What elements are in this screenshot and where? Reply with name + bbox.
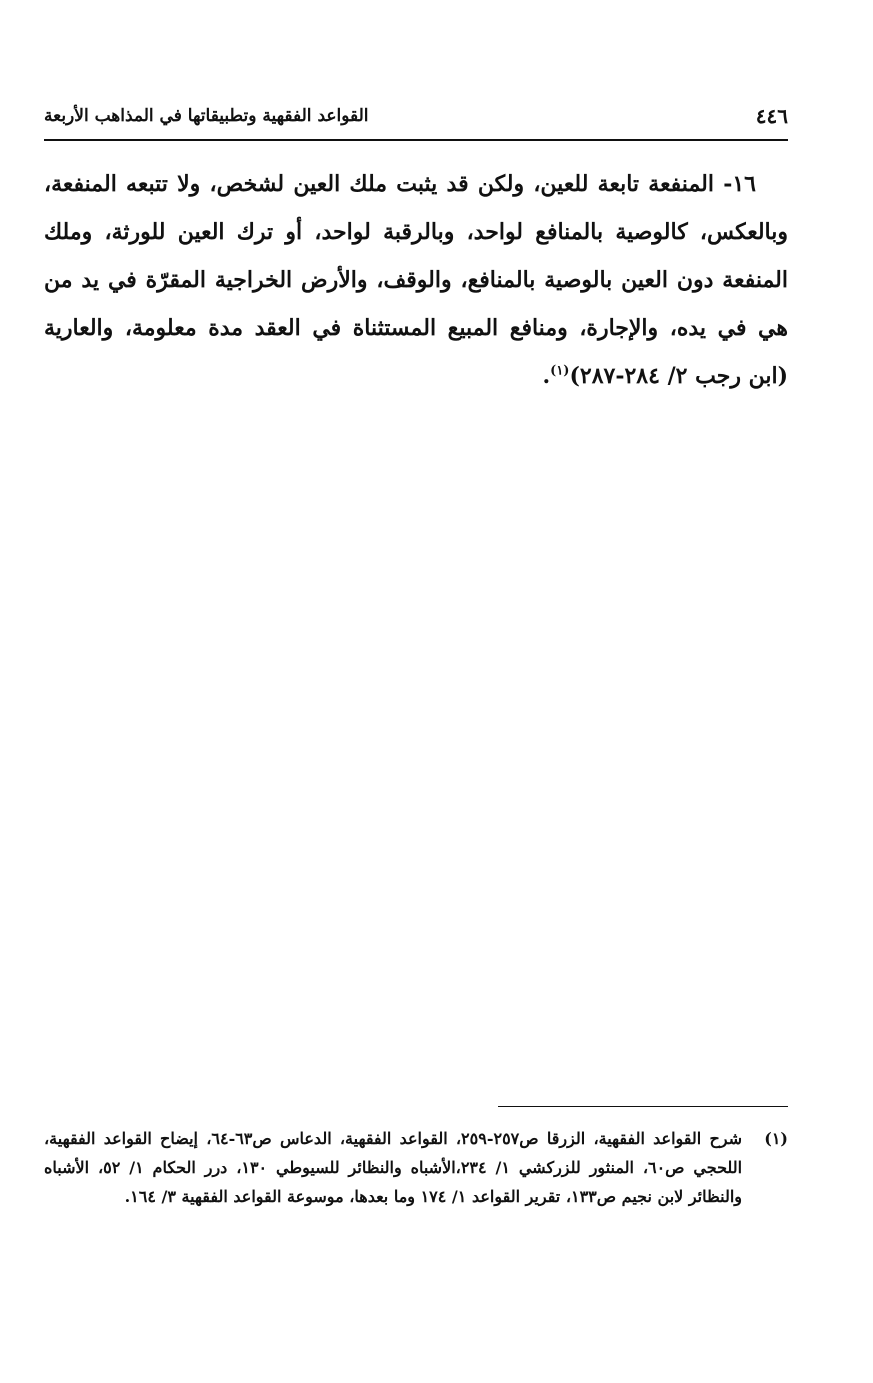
footnote-separator <box>498 1106 788 1107</box>
book-title: القواعد الفقهية وتطبيقاتها في المذاهب الأربعة <box>44 106 369 126</box>
footnote-reference[interactable]: (١) <box>550 363 570 379</box>
footnote-label: (١) <box>764 1129 788 1148</box>
paragraph-end: . <box>542 363 551 389</box>
header-rule <box>44 139 788 141</box>
footnote <box>44 1124 788 1211</box>
running-header <box>44 98 788 138</box>
page-number: ٤٤٦ <box>755 104 788 128</box>
footnote-text: شرح القواعد الفقهية، الزرقا ص٢٥٧-٢٥٩، القواعد الفقهية، الدعاس ص٦٣-٦٤، إيضاح القواعد الفقهية، اللحجي ص٦٠، المنثور للزركشي ١/ ٢٣٤،الأشباه والنظائر للسيوطي ١٣٠، درر الحكام ١/ ٥٢، الأشباه والنظائر لابن نجيم ص١٣٣، تقرير القواعد ١/ ١٧٤ وما بعدها، موسوعة القواعد الفقهية ٣/ ١٦٤. <box>44 1129 743 1206</box>
rule-paragraph <box>44 160 788 400</box>
main-text <box>44 160 788 400</box>
footnotes-section <box>44 1124 788 1211</box>
paragraph-text: ١٦- المنفعة تابعة للعين، ولكن قد يثبت ملك العين لشخص، ولا تتبعه المنفعة، وبالعكس، كالوصية بالمنافع لواحد، وبالرقبة لواحد، أو ترك العين للورثة، وملك المنفعة دون العين بالوصية بالمنافع، والوقف، والأرض الخراجية المقرّة في يد من هي في يده، والإجارة، ومنافع المبيع المستثناة في العقد مدة معلومة، والعارية (ابن رجب ٢/ ٢٨٤-٢٨٧) <box>44 171 788 389</box>
